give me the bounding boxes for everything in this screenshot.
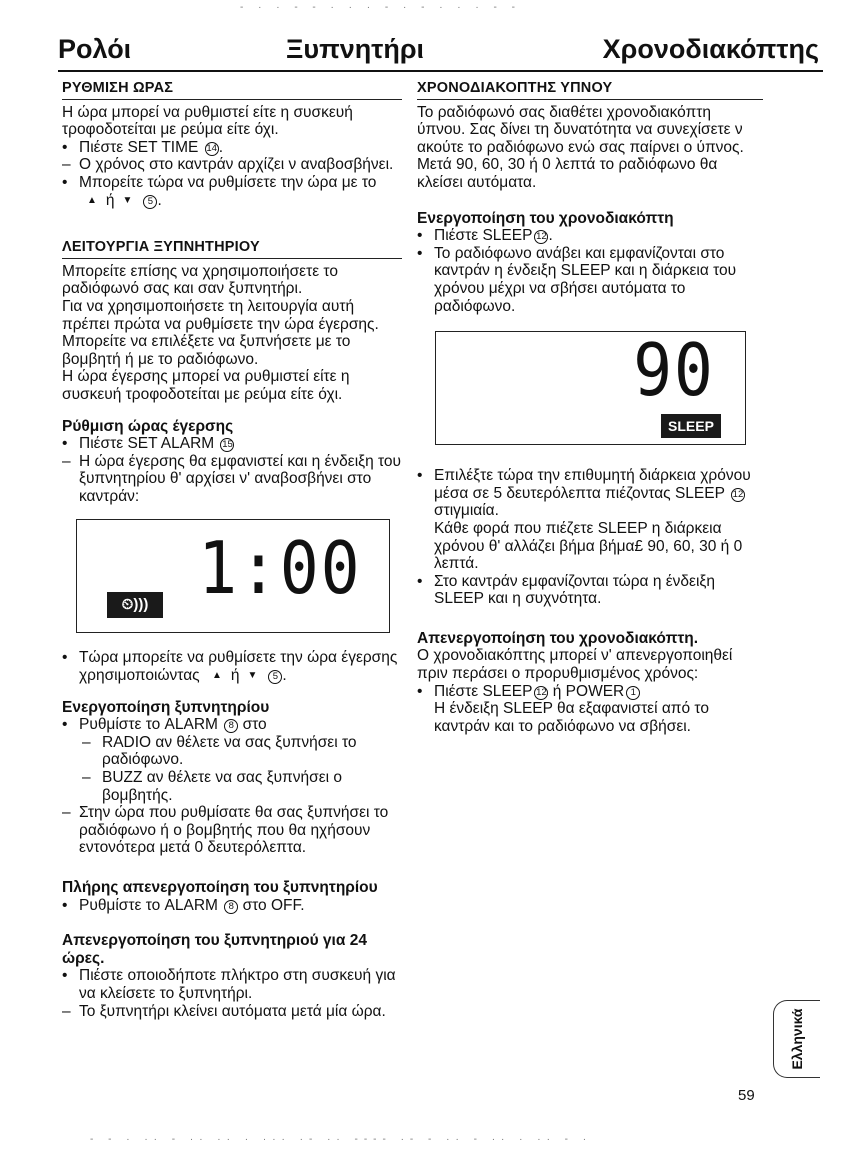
alarm-lcd-display xyxy=(76,519,390,633)
button-ref-number: 8 xyxy=(224,719,238,733)
header-title-alarm: Ξυπνητήρι xyxy=(286,34,425,64)
sleep-badge: SLEEP xyxy=(661,414,721,438)
clock-step-3: Μπορείτε τώρα να ρυθμίσετε την ώρα με το xyxy=(79,173,377,191)
deactivate-sleep-or-power: ή POWER xyxy=(552,682,625,700)
down-arrow-icon: ▼ xyxy=(247,670,259,682)
list-item: • Πιέστε SET TIME 14 . xyxy=(62,138,223,156)
clock-step-2: Ο χρόνος στο καντράν αρχίζει ν αναβοσβήνει. xyxy=(79,156,394,174)
disable-24h-step-1: Πιέστε οποιοδήποτε πλήκτρο στη συσκευή για να κλείσετε το ξυπνητήρι. xyxy=(79,967,396,1002)
header-title-timer: Χρονοδιακόπτης xyxy=(602,34,819,64)
list-item xyxy=(417,683,763,736)
list-item xyxy=(62,716,402,734)
alarm-para-3: Μπορείτε να επιλέξετε να ξυπνήσετε με το βομβητή ή με το ραδιόφωνο. xyxy=(62,333,351,368)
sleep-lcd-display xyxy=(435,328,746,445)
or-word: ή xyxy=(105,191,115,209)
activate-alarm-title: Ενεργοποίηση ξυπνητηρίου xyxy=(62,698,270,716)
set-alarm-step-3: Τώρα μπορείτε να ρυθμίσετε την ώρα έγερσης χρησιμοποιώντας xyxy=(79,649,398,685)
clock-section-title: ΡΥΘΜΙΣΗ ΩΡΑΣ xyxy=(62,80,402,100)
dash-marker: – xyxy=(62,804,71,822)
sleep-section-title: ΧΡΟΝΟΔΙΑΚΟΠΤΗΣ ΥΠΝΟΥ xyxy=(417,80,763,100)
list-item xyxy=(62,967,402,1002)
bullet-marker: • xyxy=(62,967,68,985)
deactivate-sleep-step-1: Πιέστε SLEEP xyxy=(434,682,533,700)
alarm-para-1: Μπορείτε επίσης να χρησιμοποιήσετε το ραδιόφωνό σας και σαν ξυπνητήρι. xyxy=(62,262,338,298)
deactivate-sleep-note: Η ένδειξη SLEEP θα εξαφανιστεί από το καντράν και το ραδιόφωνο να σβήσει. xyxy=(434,700,709,735)
set-alarm-title: Ρύθμιση ώρας έγερσης xyxy=(62,417,234,435)
activate-sleep-step-3: Επιλέξτε τώρα την επιθυμητή διάρκεια χρόνου μέσα σε 5 δευτερόλεπτα πιέζοντας SLEEP xyxy=(434,467,751,502)
bullet-marker: • xyxy=(417,572,423,590)
bullet-marker: • xyxy=(62,896,68,914)
set-alarm-step-2: Η ώρα έγερσης θα εμφανιστεί και η ένδειξη του ξυπνητηρίου θ' αρχίσει ν' αναβοσβήνει στο καντράν: xyxy=(79,452,402,505)
sentence-end: . xyxy=(157,191,162,209)
dash-marker: – xyxy=(82,769,91,787)
activate-alarm-step-1-end: στο xyxy=(242,716,267,734)
list-item xyxy=(62,769,402,804)
bullet-marker: • xyxy=(62,435,68,453)
dash-marker: – xyxy=(62,1002,71,1020)
page-number: 59 xyxy=(738,1087,755,1104)
button-ref-number: 12 xyxy=(536,231,547,243)
bullet-marker: • xyxy=(417,227,423,245)
set-alarm-step-1: Πιέστε SET ALARM xyxy=(79,435,215,453)
clock-step-1: Πιέστε SET TIME xyxy=(79,138,199,156)
list-item xyxy=(62,897,402,915)
activate-sleep-step-4: Στο καντράν εμφανίζονται τώρα η ένδειξη SLEEP και η συχνότητα. xyxy=(434,572,715,608)
button-ref-number: 14 xyxy=(206,142,217,154)
deactivate-sleep-intro: Ο χρονοδιακόπτης μπορεί ν' απενεργοποιηθεί πριν περάσει ο προρυθμισμένος χρόνος: xyxy=(417,647,733,683)
list-item xyxy=(417,227,763,245)
list-item xyxy=(62,156,402,174)
disable-24h-title: Απενεργοποίηση του ξυπνητηριού για 24 ώρες. xyxy=(62,932,367,967)
bullet-marker: • xyxy=(62,173,68,191)
up-arrow-icon: ▲ xyxy=(211,670,223,682)
disable-alarm-step-1: Ρυθμίστε το ALARM xyxy=(79,896,218,914)
bullet-marker: • xyxy=(62,138,68,156)
alarm-para-4: Η ώρα έγερσης μπορεί να ρυθμιστεί είτε η συσκευή τροφοδοτείται με ρεύμα είτε όχι. xyxy=(62,368,350,403)
activate-sleep-step-2: Το ραδιόφωνο ανάβει και εμφανίζονται στο καντράν η ένδειξη SLEEP και η διάρκεια του χρόνου μέχρι να σβήσει αυτόματα το ραδιόφωνο. xyxy=(434,244,737,315)
button-ref-number: 12 xyxy=(536,686,547,698)
header-title-clock: Ρολόι xyxy=(58,34,132,64)
or-word: ή xyxy=(230,667,240,685)
list-item xyxy=(62,804,402,857)
bullet-marker: • xyxy=(62,649,68,667)
sentence-end: . xyxy=(548,227,553,245)
button-ref-number: 12 xyxy=(732,488,744,500)
list-item xyxy=(62,435,402,453)
page-header xyxy=(58,32,823,68)
alarm-para-2: Για να χρησιμοποιήσετε τη λειτουργία αυτή πρέπει πρώτα να ρυθμίσετε την ώρα έγερσης. xyxy=(62,297,379,333)
header-rule xyxy=(58,70,823,72)
sleep-intro: Το ραδιόφωνό σας διαθέτει χρονοδιακόπτη ύπνου. Σας δίνει τη δυνατότητα να συνεχίσετε ν ακούτε το ραδιόφωνο ενώ σας παίρνει ο ύπνος. Μετά 90, 60, 30 ή 0 λεπτά το ραδιόφωνο θα κλείσει αυτόματα. xyxy=(417,103,744,191)
up-arrow-icon: ▲ xyxy=(87,194,98,206)
bullet-marker: • xyxy=(417,244,423,262)
language-tab xyxy=(773,1000,820,1078)
button-ref-number: 8 xyxy=(224,900,238,914)
disable-24h-step-2: Το ξυπνητήρι κλείνει αυτόματα μετά μία ώρα. xyxy=(79,1002,386,1020)
language-tab-label: Ελληνικά xyxy=(789,1008,805,1070)
disable-alarm-title: Πλήρης απενεργοποίηση του ξυπνητηρίου xyxy=(62,879,378,896)
sentence-end: . xyxy=(282,667,287,685)
button-ref-number: 5 xyxy=(268,670,282,684)
right-column xyxy=(417,80,763,735)
clock-intro: Η ώρα μπορεί να ρυθμιστεί είτε η συσκευή τροφοδοτείται με ρεύμα είτε όχι. xyxy=(62,103,353,139)
activate-alarm-note: Στην ώρα που ρυθμίσατε θα σας ξυπνήσει το ραδιόφωνο ή ο βομβητής που θα ηχήσουν εντονότερα μετά 0 δευτερόλεπτα. xyxy=(79,804,389,857)
list-item xyxy=(62,1003,402,1021)
activate-sleep-title: Ενεργοποίηση του χρονοδιακόπτη xyxy=(417,209,674,227)
list-item xyxy=(62,174,402,209)
activate-sleep-step-3-c: Κάθε φορά που πιέζετε SLEEP η διάρκεια χρόνου θ' αλλάζει βήμα βήμα£ 90, 60, 30 ή 0 λεπτά. xyxy=(434,519,743,573)
scan-noise-top: - · · - - · · · - · - · · · - - xyxy=(240,2,521,13)
option-buzz: BUZZ αν θέλετε να σας ξυπνήσει ο βομβητής. xyxy=(102,769,342,804)
down-arrow-icon: ▼ xyxy=(122,194,134,206)
scan-noise-bottom: - - · ·· - ·· ·· · ··· ·- ·· ---- ·- - ·· - ·· · ·· - · xyxy=(90,1134,593,1145)
list-item xyxy=(62,734,402,769)
bullet-marker: • xyxy=(417,682,423,700)
activate-sleep-step-3-b: στιγμιαία. xyxy=(434,502,499,520)
list-item xyxy=(62,453,402,506)
button-ref-number: 1 xyxy=(626,686,640,700)
dash-marker: – xyxy=(62,156,71,174)
left-column xyxy=(62,80,402,1020)
list-item xyxy=(417,467,763,573)
list-item xyxy=(62,649,402,684)
disable-alarm-step-1-end: στο OFF. xyxy=(242,896,305,914)
list-item xyxy=(417,573,763,608)
alarm-bell-icon: ⏲))) xyxy=(107,592,163,618)
dash-marker: – xyxy=(82,733,91,751)
bullet-marker: • xyxy=(62,716,68,734)
deactivate-sleep-title: Απενεργοποίηση του χρονοδιακόπτη. xyxy=(417,629,699,647)
activate-sleep-step-1: Πιέστε SLEEP xyxy=(434,227,533,245)
bullet-marker: • xyxy=(417,467,423,485)
button-ref-number: 15 xyxy=(222,439,233,451)
alarm-display-time: 1:00 xyxy=(197,526,361,611)
activate-alarm-step-1: Ρυθμίστε το ALARM xyxy=(79,716,218,734)
sleep-display-time: 90 xyxy=(633,328,715,413)
dash-marker: – xyxy=(62,452,71,470)
alarm-section-title: ΛΕΙΤΟΥΡΓΙΑ ΞΥΠΝΗΤΗΡΙΟΥ xyxy=(62,239,402,259)
option-radio: RADIO αν θέλετε να σας ξυπνήσει το ραδιόφωνο. xyxy=(102,733,357,769)
list-item xyxy=(417,245,763,315)
button-ref-number: 5 xyxy=(143,195,157,209)
